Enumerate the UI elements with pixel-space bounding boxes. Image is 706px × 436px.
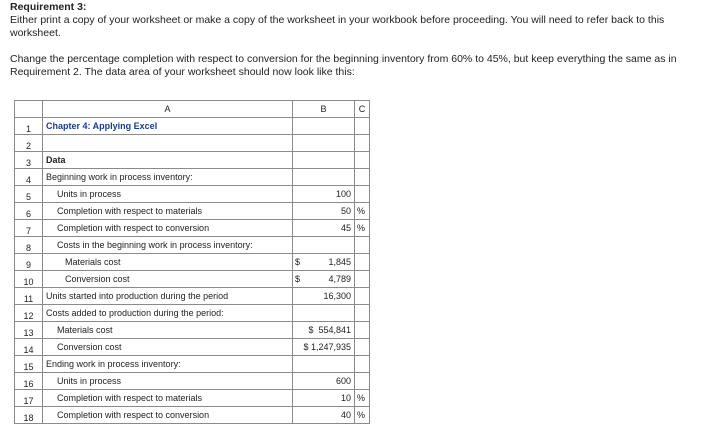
cell-b15[interactable] — [293, 356, 355, 373]
row-number[interactable]: 1 — [15, 118, 43, 135]
cell-b3[interactable] — [293, 152, 355, 169]
cell-c15[interactable] — [355, 356, 370, 373]
cell-a2[interactable] — [43, 135, 293, 152]
sheet-row — [15, 271, 370, 288]
row-number[interactable]: 2 — [15, 135, 43, 152]
cell-a15[interactable]: Ending work in process inventory: — [43, 356, 293, 373]
cell-a16[interactable]: Units in process — [43, 373, 293, 390]
cell-b2[interactable] — [293, 135, 355, 152]
cell-b18[interactable]: 40 — [293, 407, 355, 424]
cell-c1[interactable] — [355, 118, 370, 135]
row-number[interactable]: 12 — [15, 305, 43, 322]
cell-c14[interactable] — [355, 339, 370, 356]
row-number[interactable]: 10 — [15, 271, 43, 288]
cell-a8[interactable]: Costs in the beginning work in process inventory: — [43, 237, 293, 254]
cell-a7[interactable]: Completion with respect to conversion — [43, 220, 293, 237]
cell-c4[interactable] — [355, 169, 370, 186]
row-number[interactable]: 7 — [15, 220, 43, 237]
cell-b13[interactable]: $ 554,841 — [293, 322, 355, 339]
row-number[interactable]: 6 — [15, 203, 43, 220]
column-header-b[interactable]: B — [293, 101, 355, 118]
cell-b12[interactable] — [293, 305, 355, 322]
sheet-row — [15, 407, 370, 424]
row-number[interactable]: 5 — [15, 186, 43, 203]
cell-b16[interactable]: 600 — [293, 373, 355, 390]
cell-a6[interactable]: Completion with respect to materials — [43, 203, 293, 220]
cell-b9[interactable] — [293, 254, 355, 271]
cell-b14[interactable]: $ 1,247,935 — [293, 339, 355, 356]
row-number[interactable]: 11 — [15, 288, 43, 305]
sheet-row — [15, 152, 370, 169]
cell-a17[interactable]: Completion with respect to materials — [43, 390, 293, 407]
row-number[interactable]: 3 — [15, 152, 43, 169]
cell-value: 1,845 — [328, 257, 351, 267]
row-number[interactable]: 14 — [15, 339, 43, 356]
cell-a10[interactable]: Conversion cost — [43, 271, 293, 288]
cell-b4[interactable] — [293, 169, 355, 186]
sheet-row — [15, 390, 370, 407]
row-number[interactable]: 18 — [15, 407, 43, 424]
row-number[interactable]: 4 — [15, 169, 43, 186]
cell-c8[interactable] — [355, 237, 370, 254]
cell-a5[interactable]: Units in process — [43, 186, 293, 203]
cell-a4[interactable]: Beginning work in process inventory: — [43, 169, 293, 186]
row-number[interactable]: 8 — [15, 237, 43, 254]
sheet-row — [15, 305, 370, 322]
sheet-row — [15, 356, 370, 373]
cell-a1[interactable]: Chapter 4: Applying Excel — [43, 118, 293, 135]
currency-symbol: $ — [295, 274, 301, 284]
cell-c3[interactable] — [355, 152, 370, 169]
cell-b11[interactable]: 16,300 — [293, 288, 355, 305]
sheet-row — [15, 203, 370, 220]
cell-c11[interactable] — [355, 288, 370, 305]
cell-a3[interactable]: Data — [43, 152, 293, 169]
row-number[interactable]: 15 — [15, 356, 43, 373]
sheet-row — [15, 254, 370, 271]
cell-b6[interactable]: 50 — [293, 203, 355, 220]
column-header-c[interactable]: C — [355, 101, 370, 118]
sheet-row — [15, 373, 370, 390]
cell-c9[interactable] — [355, 254, 370, 271]
row-number[interactable]: 13 — [15, 322, 43, 339]
cell-a18[interactable]: Completion with respect to conversion — [43, 407, 293, 424]
row-number[interactable]: 17 — [15, 390, 43, 407]
cell-c7[interactable]: % — [355, 220, 370, 237]
cell-value: 4,789 — [328, 274, 351, 284]
cell-c18[interactable]: % — [355, 407, 370, 424]
row-number[interactable]: 16 — [15, 373, 43, 390]
cell-b1[interactable] — [293, 118, 355, 135]
sheet-row — [15, 118, 370, 135]
cell-a11[interactable]: Units started into production during the period — [43, 288, 293, 305]
requirement-title: Requirement 3: — [10, 1, 87, 13]
cell-c12[interactable] — [355, 305, 370, 322]
sheet-row — [15, 169, 370, 186]
cell-a14[interactable]: Conversion cost — [43, 339, 293, 356]
cell-c5[interactable] — [355, 186, 370, 203]
cell-c2[interactable] — [355, 135, 370, 152]
cell-c17[interactable]: % — [355, 390, 370, 407]
sheet-row — [15, 186, 370, 203]
cell-a13[interactable]: Materials cost — [43, 322, 293, 339]
instructions — [10, 1, 700, 79]
cell-c6[interactable]: % — [355, 203, 370, 220]
cell-b17[interactable]: 10 — [293, 390, 355, 407]
cell-b7[interactable]: 45 — [293, 220, 355, 237]
cell-a12[interactable]: Costs added to production during the period: — [43, 305, 293, 322]
sheet-row — [15, 237, 370, 254]
spreadsheet — [14, 100, 370, 424]
instruction-paragraph-2: Change the percentage completion with respect to conversion for the beginning inventory from 60% to 45%, but keep everything the same as in Requirement 2. The data area of your worksheet should now look like this: — [10, 53, 677, 78]
cell-c10[interactable] — [355, 271, 370, 288]
sheet-row — [15, 220, 370, 237]
cell-b5[interactable]: 100 — [293, 186, 355, 203]
sheet-row — [15, 135, 370, 152]
cell-c13[interactable] — [355, 322, 370, 339]
cell-b10[interactable] — [293, 271, 355, 288]
sheet-row — [15, 339, 370, 356]
column-header-a[interactable]: A — [43, 101, 293, 118]
corner-cell[interactable] — [15, 101, 43, 118]
instruction-paragraph-1: Either print a copy of your worksheet or make a copy of the worksheet in your workbook before proceeding. You will need to refer back to this worksheet. — [10, 14, 665, 39]
currency-symbol: $ — [295, 257, 301, 267]
cell-b8[interactable] — [293, 237, 355, 254]
cell-c16[interactable] — [355, 373, 370, 390]
row-number[interactable]: 9 — [15, 254, 43, 271]
cell-a9[interactable]: Materials cost — [43, 254, 293, 271]
sheet-row — [15, 288, 370, 305]
sheet-row — [15, 322, 370, 339]
